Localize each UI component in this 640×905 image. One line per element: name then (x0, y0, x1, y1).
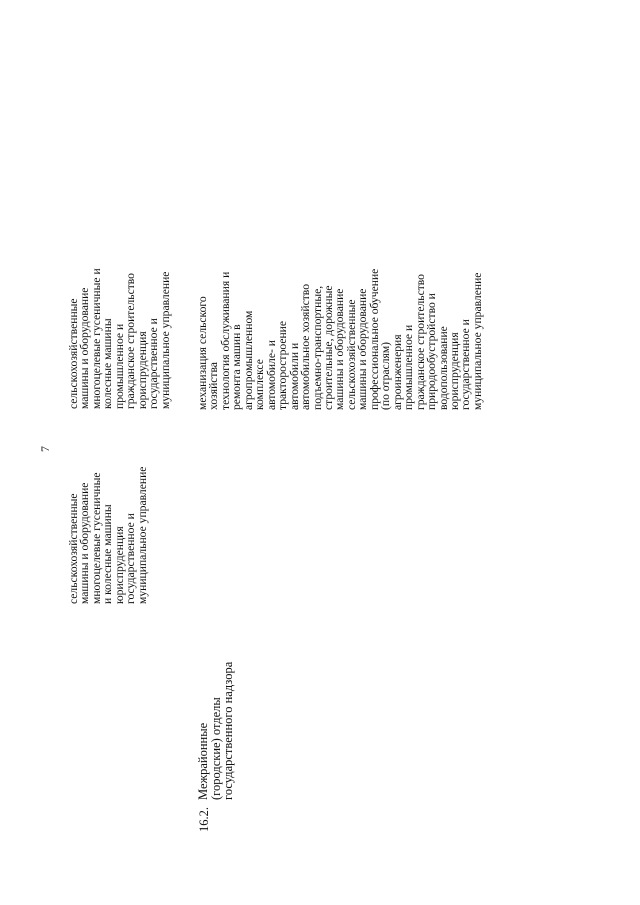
specialty-line: и колесные машины (101, 504, 115, 604)
specialty-line: многоцелевые гусеничные и (89, 268, 103, 409)
specialty-line: юриспруденция (112, 526, 126, 604)
specialty-line: агропромышленном (241, 310, 255, 410)
specialty-line: сельскохозяйственные (67, 493, 80, 604)
unit-name-line: Межрайонные (196, 722, 210, 800)
unit-name (197, 662, 235, 800)
specialty-line: сельскохозяйственные (67, 298, 80, 409)
specialty-line: хозяйства (207, 362, 221, 410)
specialty-line: машины и оборудование (356, 288, 370, 410)
specialty-line: механизация сельского (196, 296, 209, 410)
specialty-line: государственное и (147, 318, 161, 409)
specialty-line: профессиональное обучение (367, 268, 381, 410)
specialty-line: муниципальное управление (135, 466, 149, 604)
specialty-line: подъемно-транспортные, (310, 285, 324, 410)
specialty-line: колесные машины (101, 318, 115, 409)
specialty-line: агроинженерия (390, 334, 404, 410)
specialty-line: промышленное и (112, 323, 126, 409)
specialty-list-b (68, 268, 171, 409)
specialty-line: комплексе (253, 359, 267, 410)
specialty-line: автомобиле- и (264, 340, 278, 410)
specialty-list-16-2 (197, 269, 483, 410)
specialty-line: промышленное и (402, 324, 416, 410)
specialty-line: водопользование (436, 326, 450, 410)
specialty-line: машины и оборудование (333, 288, 347, 410)
specialty-line: машины и оборудование (78, 287, 92, 409)
specialty-line: многоцелевые гусеничные (89, 472, 103, 604)
unit-name-line: (городские) отделы (208, 697, 223, 800)
specialty-line: муниципальное управление (470, 272, 484, 410)
specialty-line: строительные, дорожные (321, 285, 335, 410)
specialty-line: государственное и (124, 513, 138, 604)
specialty-line: природообустройство и (425, 293, 439, 410)
page-number: 7 (38, 446, 52, 452)
specialty-line: гражданское строительство (413, 274, 427, 410)
specialty-line: машины и оборудование (78, 482, 92, 604)
specialty-line: технология обслуживания и (218, 271, 232, 410)
specialty-line: государственное и (459, 319, 473, 410)
specialty-line: тракторостроение (276, 320, 290, 410)
specialty-line: сельскохозяйственные (344, 299, 358, 410)
specialty-line: (по отраслям) (379, 341, 393, 410)
specialty-line: гражданское строительство (124, 273, 138, 409)
specialty-line: автомобильное хозяйство (299, 284, 313, 410)
specialty-line: муниципальное управление (158, 271, 172, 409)
unit-name-line: государственного надзора (221, 661, 236, 800)
specialty-line: юриспруденция (135, 331, 149, 409)
specialty-line: юриспруденция (447, 332, 461, 410)
row-number: 16.2. (197, 807, 211, 832)
specialty-line: ремонта машин в (230, 324, 244, 410)
specialty-list-a (68, 467, 148, 604)
specialty-line: автомобили и (287, 342, 301, 410)
